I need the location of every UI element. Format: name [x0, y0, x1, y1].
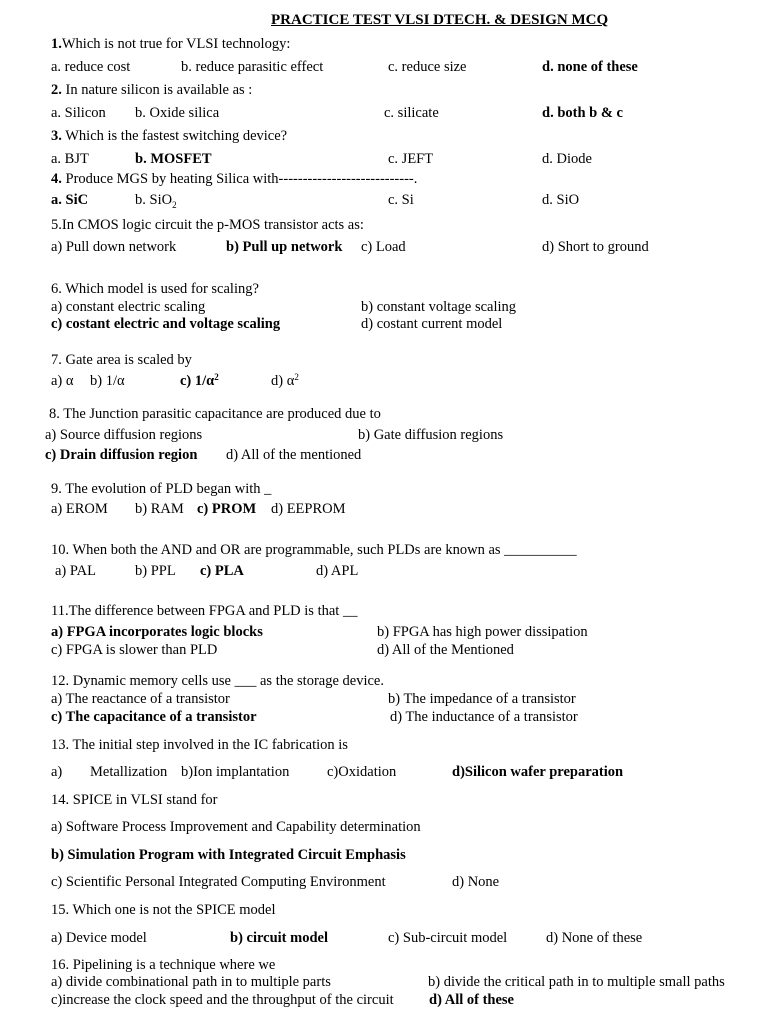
- option-a: a) α: [51, 373, 74, 389]
- question-2: [51, 83, 252, 98]
- option-a-answer: a) FPGA incorporates logic blocks: [51, 624, 263, 640]
- question-11: 11.The difference between FPGA and PLD is that __: [51, 603, 358, 619]
- question-7: 7. Gate area is scaled by: [51, 352, 192, 368]
- question-6: 6. Which model is used for scaling?: [51, 281, 259, 297]
- option-d: d) EEPROM: [271, 501, 346, 517]
- option-b: b) RAM: [135, 501, 184, 517]
- option-c: c. reduce size: [388, 59, 467, 75]
- option-c: c) Load: [361, 239, 406, 255]
- option-d: [271, 374, 299, 389]
- question-text: In nature silicon is available as :: [61, 82, 253, 98]
- option-c-answer: c) The capacitance of a transistor: [51, 709, 257, 725]
- option-d: d) The inductance of a transistor: [390, 709, 578, 725]
- option-a-label: a): [51, 764, 63, 780]
- question-text: Which is the fastest switching device?: [61, 128, 288, 144]
- option-a: a) The reactance of a transistor: [51, 691, 230, 707]
- option-b: b)Ion implantation: [181, 764, 290, 780]
- option-a: a) Software Process Improvement and Capability determination: [51, 819, 421, 835]
- question-3: [51, 129, 287, 144]
- option-b: b) FPGA has high power dissipation: [377, 624, 588, 640]
- option-d: d) costant current model: [361, 316, 503, 332]
- option-d-answer: d) All of these: [429, 992, 514, 1008]
- question-number: 2.: [51, 82, 62, 98]
- option-b: b) The impedance of a transistor: [388, 691, 576, 707]
- option-d: d. Diode: [542, 151, 592, 167]
- option-a: a) PAL: [55, 563, 96, 579]
- option-d: d. SiO: [542, 192, 580, 208]
- question-13: 13. The initial step involved in the IC fabrication is: [51, 737, 348, 753]
- option-b-answer: b) Simulation Program with Integrated Circuit Emphasis: [51, 847, 406, 863]
- option-c-answer: c) costant electric and voltage scaling: [51, 316, 281, 332]
- option-b: b. Oxide silica: [135, 105, 220, 121]
- option-b-text: b. SiO: [135, 192, 173, 208]
- option-d: d) APL: [316, 563, 359, 579]
- option-c-answer: c) PROM: [197, 501, 257, 517]
- option-a: a) divide combinational path in to multiple parts: [51, 974, 331, 990]
- option-a: a. Silicon: [51, 105, 106, 121]
- option-a: a. BJT: [51, 151, 89, 167]
- option-c-text: c) 1/α: [180, 373, 215, 389]
- superscript: 2: [214, 372, 219, 382]
- question-16: 16. Pipelining is a technique where we: [51, 957, 276, 973]
- option-a: a) constant electric scaling: [51, 299, 206, 315]
- question-12: 12. Dynamic memory cells use ___ as the storage device.: [51, 673, 384, 689]
- option-d: d) None of these: [546, 930, 643, 946]
- option-b: [135, 193, 177, 208]
- question-number: 4.: [51, 171, 62, 187]
- superscript: 2: [294, 372, 299, 382]
- page-title: PRACTICE TEST VLSI DTECH. & DESIGN MCQ: [271, 12, 609, 28]
- option-c: c. silicate: [384, 105, 439, 121]
- option-c: c) Sub-circuit model: [388, 930, 508, 946]
- question-10: 10. When both the AND and OR are programmable, such PLDs are known as __________: [51, 542, 577, 558]
- option-d: d) Short to ground: [542, 239, 649, 255]
- option-b-answer: b. MOSFET: [135, 151, 212, 167]
- option-c-answer: c) PLA: [200, 563, 244, 579]
- option-a: a) Source diffusion regions: [45, 427, 203, 443]
- question-5: 5.In CMOS logic circuit the p-MOS transistor acts as:: [51, 217, 364, 233]
- option-b: b. reduce parasitic effect: [181, 59, 324, 75]
- option-a: a) EROM: [51, 501, 108, 517]
- option-c: c)increase the clock speed and the throughput of the circuit: [51, 992, 394, 1008]
- option-a-answer: a. SiC: [51, 192, 89, 208]
- question-14: 14. SPICE in VLSI stand for: [51, 792, 218, 808]
- question-text: Produce MGS by heating Silica with----------------------------.: [61, 171, 418, 187]
- question-number: 1.: [51, 36, 62, 52]
- question-number: 3.: [51, 128, 62, 144]
- option-a: a) Pull down network: [51, 239, 177, 255]
- question-text: Which is not true for VLSI technology:: [61, 36, 291, 52]
- question-8: 8. The Junction parasitic capacitance are produced due to: [49, 406, 381, 422]
- subscript: 2: [172, 199, 177, 210]
- question-4: [51, 172, 417, 187]
- option-b: b) Gate diffusion regions: [358, 427, 504, 443]
- option-d: d) None: [452, 874, 500, 890]
- option-b: b) PPL: [135, 563, 176, 579]
- option-b-answer: b) Pull up network: [226, 239, 343, 255]
- option-b: b) constant voltage scaling: [361, 299, 517, 315]
- option-c-answer: [180, 374, 219, 389]
- question-1: [51, 37, 290, 52]
- option-b-answer: b) circuit model: [230, 930, 328, 946]
- option-d-answer: d)Silicon wafer preparation: [452, 764, 624, 780]
- option-d-text: d) α: [271, 373, 295, 389]
- option-b: b) 1/α: [90, 373, 125, 389]
- option-c: c)Oxidation: [327, 764, 397, 780]
- option-d-answer: d. none of these: [542, 59, 638, 75]
- option-c: c. JEFT: [388, 151, 434, 167]
- question-15: 15. Which one is not the SPICE model: [51, 902, 276, 918]
- option-d: d) All of the mentioned: [226, 447, 362, 463]
- option-b: b) divide the critical path in to multiple small paths: [428, 974, 725, 990]
- option-c: c) Scientific Personal Integrated Computing Environment: [51, 874, 386, 890]
- option-c: c) FPGA is slower than PLD: [51, 642, 218, 658]
- option-a: Metallization: [90, 764, 168, 780]
- option-d-answer: d. both b & c: [542, 105, 623, 121]
- option-a: a. reduce cost: [51, 59, 131, 75]
- option-a: a) Device model: [51, 930, 147, 946]
- option-d: d) All of the Mentioned: [377, 642, 514, 658]
- option-c-answer: c) Drain diffusion region: [45, 447, 198, 463]
- option-c: c. Si: [388, 192, 414, 208]
- question-9: 9. The evolution of PLD began with _: [51, 481, 272, 497]
